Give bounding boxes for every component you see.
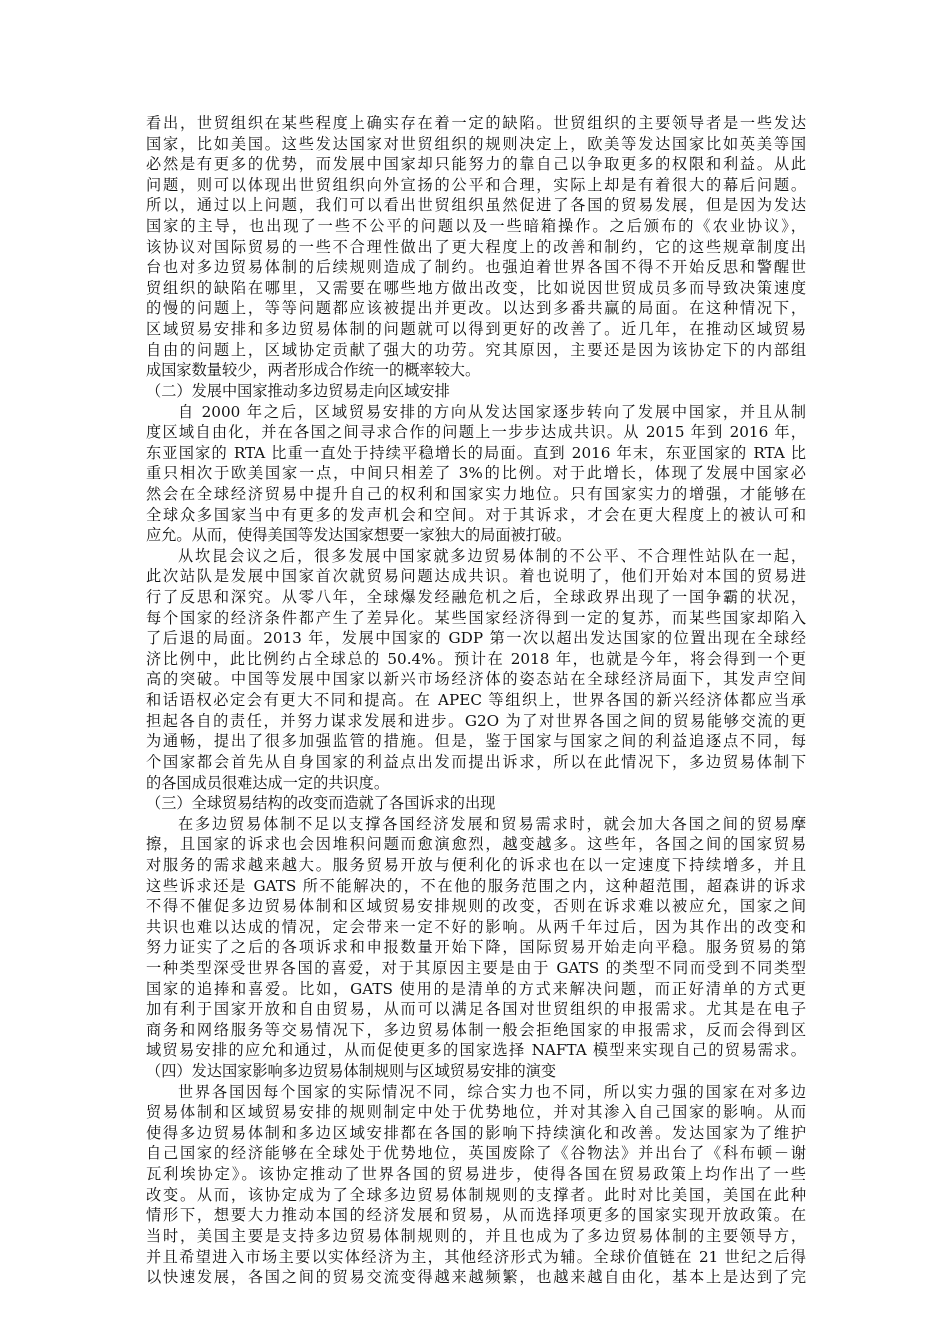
paragraph-4 bbox=[146, 814, 806, 1061]
paragraph-line: 以快速发展，各国之间的贸易交流变得越来越频繁，也越来越自由化，基本上是达到了完 bbox=[146, 1268, 806, 1287]
paragraph-line: 重只相次于欧美国家一点，中间只相差了 3%的比例。对于此增长，体现了发展中国家必 bbox=[146, 464, 806, 483]
paragraph-line: 自由的问题上，区域协定贡献了强大的功劳。究其原因，主要还是因为该协定下的内部组 bbox=[146, 340, 806, 359]
paragraph-line: 自己国家的经济能够在全球处于优势地位，英国废除了《谷物法》并出台了《科布顿－谢 bbox=[146, 1144, 806, 1163]
paragraph-line: 高的突破。中国等发展中国家以新兴市场经济体的姿态站在全球经济局面下，其发声空间 bbox=[146, 670, 806, 689]
paragraph-line: 的各国成员很难达成一定的共识度。 bbox=[146, 773, 389, 792]
paragraph-line: 个国家都会首先从自身国家的利益点出发而提出诉求，所以在此情况下，多边贸易体制下 bbox=[146, 752, 806, 771]
paragraph-line: 看出，世贸组织在某些程度上确实存在着一定的缺陷。世贸组织的主要领导者是一些发达 bbox=[146, 114, 806, 132]
paragraph-line: 该协议对国际贸易的一些不合理性做出了更大程度上的改善和制约，它的这些规章制度出 bbox=[146, 237, 806, 256]
paragraph-line: 世界各国因每个国家的实际情况不同，综合实力也不同，所以实力强的国家在对多边 bbox=[178, 1082, 806, 1101]
paragraph-line: 贸组织的缺陷在哪里，又需要在哪些地方做出改变，比如说因世贸成员多而导致决策速度 bbox=[146, 278, 806, 297]
paragraph-5 bbox=[146, 1082, 806, 1288]
paragraph-3 bbox=[146, 546, 806, 793]
paragraph-1 bbox=[146, 113, 806, 381]
paragraph-line: 瓦利埃协定》。该协定推动了世界各国的贸易进步，使得各国在贸易政策上均作出了一些 bbox=[146, 1165, 806, 1184]
paragraph-line: 使得多边贸易体制和多边区域安排都在各国的影响下持续演化和改善。发达国家为了维护 bbox=[146, 1123, 806, 1142]
paragraph-line: 当时，美国主要是支持多边贸易体制规则的，并且也成为了多边贸易体制的主要领导方， bbox=[146, 1226, 806, 1245]
section-heading-4: （四）发达国家影响多边贸易体制规则与区域贸易安排的演变 bbox=[146, 1062, 557, 1081]
paragraph-line: 了后退的局面。2013 年，发展中国家的 GDP 第一次以超出发达国家的位置出现在全球经 bbox=[146, 629, 806, 648]
paragraph-line: 改变。从而，该协定成为了全球多边贸易体制规则的支撑者。此时对比美国，美国在此种 bbox=[146, 1185, 806, 1204]
paragraph-line: 区域贸易安排和多边贸易体制的问题就可以得到更好的改善了。近几年，在推动区域贸易 bbox=[146, 320, 806, 339]
paragraph-line: 必然是有更多的优势，而发展中国家却只能努力的靠自己以争取更多的权限和利益。从此 bbox=[146, 155, 806, 174]
paragraph-line: 为通畅，提出了很多加强监管的措施。但是，鉴于国家与国家之间的利益追逐点不同，每 bbox=[146, 732, 806, 751]
paragraph-line: 努力证实了之后的各项诉求和申报数量开始下降，国际贸易开始走向平稳。服务贸易的第 bbox=[146, 938, 806, 957]
paragraph-line: 自 2000 年之后，区域贸易安排的方向从发达国家逐步转向了发展中国家，并且从制 bbox=[178, 402, 806, 421]
paragraph-line: 和话语权必定会有更大不同和提高。在 APEC 等组织上，世界各国的新兴经济体都应当承 bbox=[146, 691, 806, 710]
paragraph-line: 问题，则可以体现出世贸组织向外宣扬的公平和合理，实际上却是有着很大的幕后问题。 bbox=[146, 175, 806, 194]
paragraph-line: 并且希望进入市场主要以实体经济为主，其他经济形式为辅。全球价值链在 21 世纪之后得 bbox=[146, 1247, 806, 1266]
paragraph-line: 国家的主导，也出现了一些不公平的问题以及一些暗箱操作。之后颁布的《农业协议》， bbox=[146, 217, 806, 236]
paragraph-line: 国家，比如美国。这些发达国家对世贸组织的规则决定上，欧美等发达国家比如英美等国 bbox=[146, 134, 806, 153]
paragraph-line: 擦，且国家的诉求也会因堆积问题而愈演愈烈，越变越多。这些年，各国之间的国家贸易 bbox=[146, 835, 806, 854]
paragraph-line: 情形下，想要大力推动本国的经济发展和贸易，从而选择项更多的国家实现开放政策。在 bbox=[146, 1206, 806, 1225]
paragraph-line: 然会在全球经济贸易中提升自己的权利和国家实力地位。只有国家实力的增强，才能够在 bbox=[146, 484, 806, 503]
paragraph-line: 东亚国家的 RTA 比重一直处于持续平稳增长的局面。直到 2016 年末，东亚国家的 RTA 比 bbox=[146, 443, 806, 462]
document-page bbox=[146, 113, 806, 1288]
paragraph-line: 贸易体制和区域贸易安排的规则制定中处于优势地位，并对其渗入自己国家的影响。从而 bbox=[146, 1103, 806, 1122]
paragraph-line: 的慢的问题上，等等问题都应该被提出并更改。以达到多番共赢的局面。在这种情况下， bbox=[146, 299, 806, 318]
paragraph-line: 行了反思和深究。从零八年，全球爆发经融危机之后，全球政界出现了一国争霸的状况， bbox=[146, 588, 806, 607]
paragraph-line: 一种类型深受世界各国的喜爱，对于其原因主要是由于 GATS 的类型不同而受到不同类型 bbox=[146, 958, 806, 977]
section-heading-2: （二）发展中国家推动多边贸易走向区域安排 bbox=[146, 381, 450, 400]
paragraph-line: 国家的追捧和喜爱。比如，GATS 使用的是清单的方式来解决问题，而正好清单的方式更 bbox=[146, 979, 806, 998]
paragraph-line: 加有利于国家开放和自由贸易，从而可以满足各国对世贸组织的申报需求。尤其是在电子 bbox=[146, 1000, 806, 1019]
paragraph-line: 成国家数量较少，两者形成合作统一的概率较大。 bbox=[146, 361, 481, 380]
paragraph-line: 济比例中，此比例约占全球总的 50.4%。预计在 2018 年，也就是今年，将会得到一个更 bbox=[146, 649, 806, 668]
paragraph-line: 这些诉求还是 GATS 所不能解决的，不在他的服务范围之内，这种超范围，超森讲的诉求 bbox=[146, 876, 806, 895]
paragraph-line: 全球众多国家当中有更多的发声机会和空间。对于其诉求，才会在更大程度上的被认可和 bbox=[146, 505, 806, 524]
paragraph-line: 所以，通过以上问题，我们可以看出世贸组织虽然促进了各国的贸易发展，但是因为发达 bbox=[146, 196, 806, 215]
paragraph-line: 担起各自的责任，并努力谋求发展和进步。G2O 为了对世界各国之间的贸易能够交流的更 bbox=[146, 711, 806, 730]
paragraph-line: 共识也难以达成的情况，定会带来一定不好的影响。从两千年过后，因为其作出的改变和 bbox=[146, 917, 806, 936]
section-heading-3: （三）全球贸易结构的改变而造就了各国诉求的出现 bbox=[146, 794, 496, 813]
paragraph-line: 此次站队是发展中国家首次就贸易问题达成共识。着也说明了，他们开始对本国的贸易进 bbox=[146, 567, 806, 586]
paragraph-line: 度区域自由化，并在各国之间寻求合作的问题上一步步达成共识。从 2015 年到 2016 年， bbox=[146, 423, 806, 442]
paragraph-line: 域贸易安排的应允和通过，从而促使更多的国家选择 NAFTA 模型来实现自己的贸易需求。 bbox=[146, 1041, 806, 1060]
paragraph-line: 商务和网络服务等交易情况下，多边贸易体制一般会拒绝国家的申报需求，反而会得到区 bbox=[146, 1020, 806, 1039]
paragraph-2 bbox=[146, 402, 806, 546]
paragraph-line: 应允。从而，使得美国等发达国家想要一家独大的局面被打破。 bbox=[146, 526, 572, 545]
paragraph-line: 不得不催促多边贸易体制和区域贸易安排规则的改变，否则在诉求难以被应允，国家之间 bbox=[146, 897, 806, 916]
paragraph-line: 在多边贸易体制不足以支撑各国经济发展和贸易需求时，就会加大各国之间的贸易摩 bbox=[178, 814, 806, 833]
paragraph-line: 从坎昆会议之后，很多发展中国家就多边贸易体制的不公平、不合理性站队在一起， bbox=[178, 546, 806, 565]
paragraph-line: 台也对多边贸易体制的后续规则造成了制约。也强迫着世界各国不得不开始反思和警醒世 bbox=[146, 258, 806, 277]
paragraph-line: 每个国家的经济条件都产生了差异化。某些国家经济得到一定的复苏，而某些国家却陷入 bbox=[146, 608, 806, 627]
paragraph-line: 对服务的需求越来越大。服务贸易开放与便利化的诉求也在以一定速度下持续增多，并且 bbox=[146, 855, 806, 874]
